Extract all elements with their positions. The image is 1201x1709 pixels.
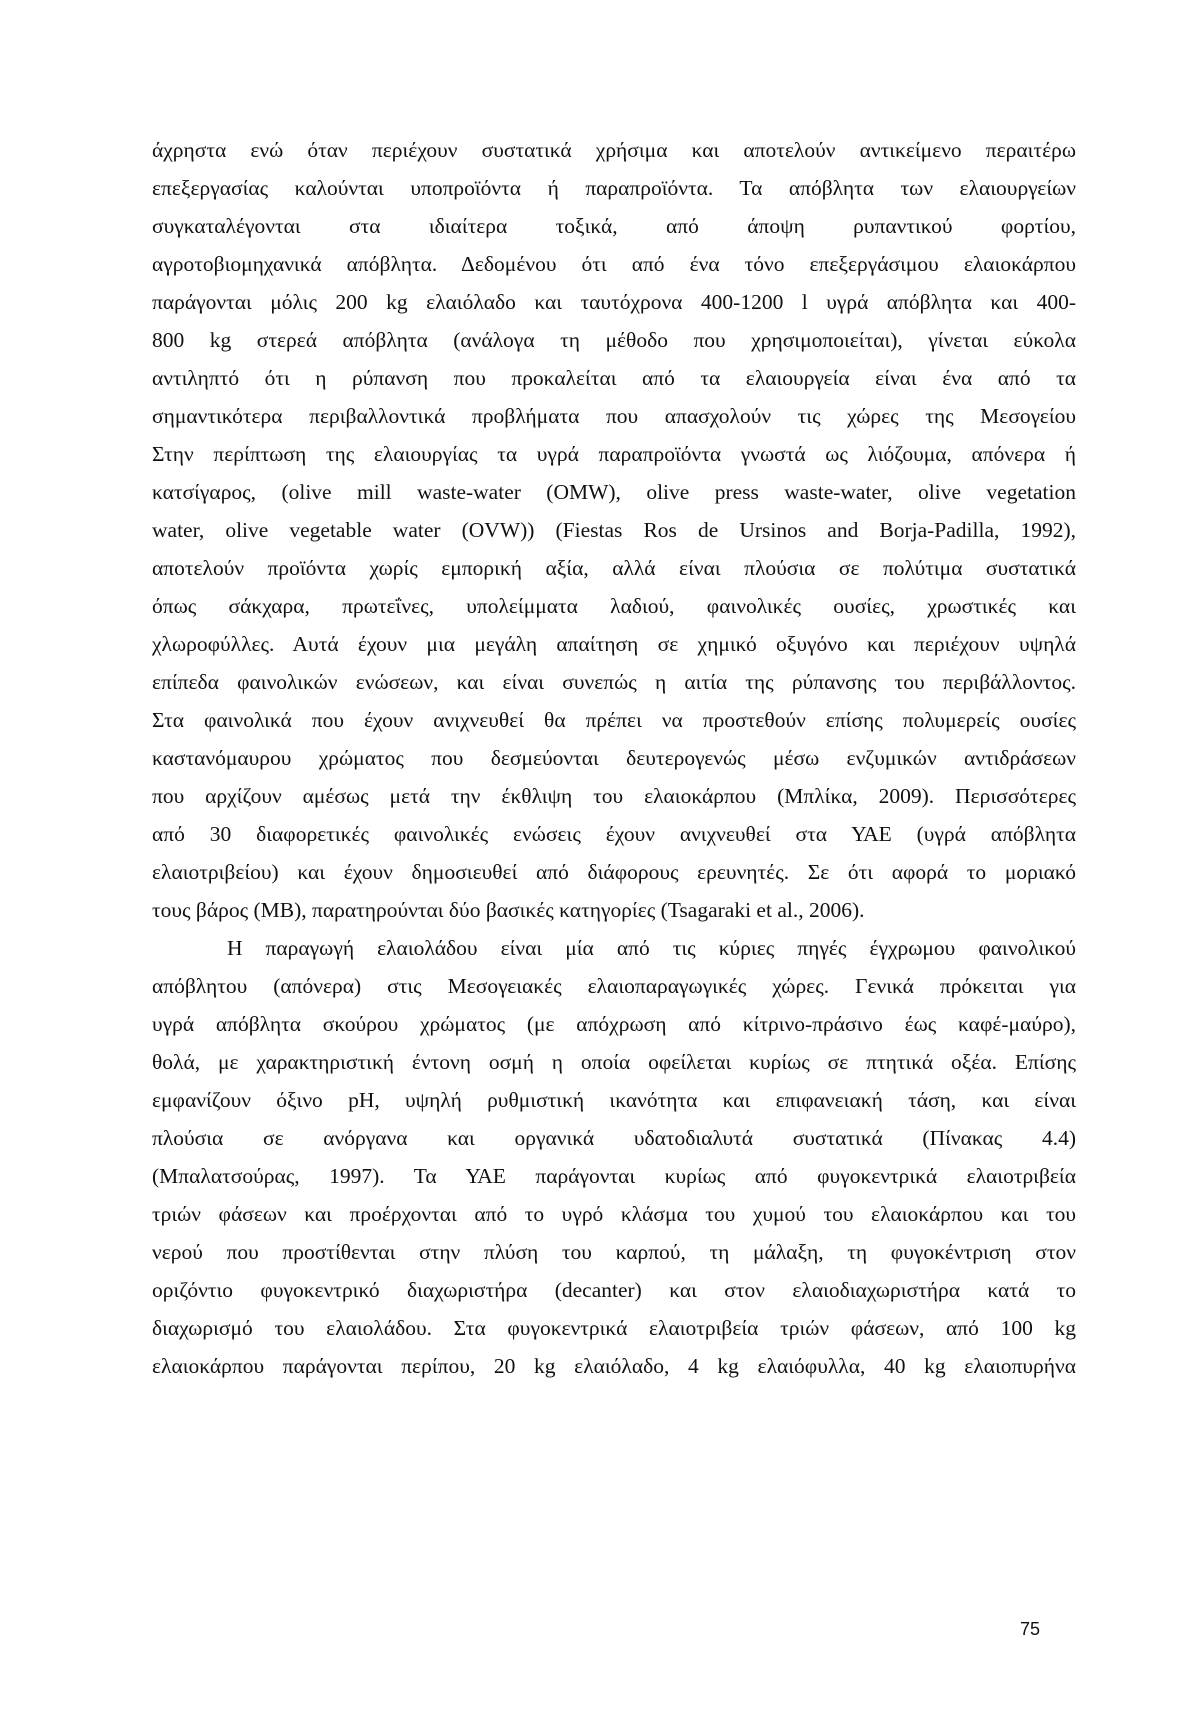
text-line: θολά, με χαρακτηριστική έντονη οσμή η οποία οφείλεται κυρίως σε πτητικά οξέα. Επίσης [152,1050,1076,1074]
text-line: Στα φαινολικά που έχουν ανιχνευθεί θα πρέπει να προστεθούν επίσης πολυμερείς ουσίες [152,708,1076,732]
text-line: νερού που προστίθενται στην πλύση του καρπού, τη μάλαξη, τη φυγοκέντριση στον [152,1240,1076,1264]
text-line: υγρά απόβλητα σκούρου χρώματος (με απόχρωση από κίτρινο-πράσινο έως καφέ-μαύρο), [152,1012,1076,1036]
text-line: τους βάρος (ΜΒ), παρατηρούνται δύο βασικές κατηγορίες (Tsagaraki et al., 2006). [152,898,865,922]
text-line: απόβλητου (απόνερα) στις Μεσογειακές ελαιοπαραγωγικές χώρες. Γενικά πρόκειται για [152,974,1076,998]
text-line: άχρηστα ενώ όταν περιέχουν συστατικά χρήσιμα και αποτελούν αντικείμενο περαιτέρω [152,138,1076,162]
text-line: που αρχίζουν αμέσως μετά την έκθλιψη του ελαιοκάρπου (Μπλίκα, 2009). Περισσότερες [152,784,1076,808]
text-line: οριζόντιο φυγοκεντρικό διαχωριστήρα (decanter) και στον ελαιοδιαχωριστήρα κατά το [152,1278,1076,1302]
text-line: καστανόμαυρου χρώματος που δεσμεύονται δευτερογενώς μέσω ενζυμικών αντιδράσεων [152,746,1076,770]
page-number: 75 [1019,1619,1040,1639]
text-line: ελαιοκάρπου παράγονται περίπου, 20 kg ελαιόλαδο, 4 kg ελαιόφυλλα, 40 kg ελαιοπυρήνα [152,1354,1076,1378]
text-line: ελαιοτριβείου) και έχουν δημοσιευθεί από διάφορους ερευνητές. Σε ότι αφορά το μοριακό [152,860,1076,884]
text-line: (Μπαλατσούρας, 1997). Τα ΥΑΕ παράγονται κυρίως από φυγοκεντρικά ελαιοτριβεία [152,1164,1076,1188]
text-line: αποτελούν προϊόντα χωρίς εμπορική αξία, αλλά είναι πλούσια σε πολύτιμα συστατικά [152,556,1076,580]
text-line: αγροτοβιομηχανικά απόβλητα. Δεδομένου ότι από ένα τόνο επεξεργάσιμου ελαιοκάρπου [152,252,1076,276]
text-line: αντιληπτό ότι η ρύπανση που προκαλείται από τα ελαιουργεία είναι ένα από τα [152,366,1076,390]
text-line: επίπεδα φαινολικών ενώσεων, και είναι συνεπώς η αιτία της ρύπανσης του περιβάλλοντος. [152,670,1076,694]
text-line: συγκαταλέγονται στα ιδιαίτερα τοξικά, από άποψη ρυπαντικού φορτίου, [152,214,1076,238]
text-line: σημαντικότερα περιβαλλοντικά προβλήματα που απασχολούν τις χώρες της Μεσογείου [152,404,1076,428]
text-line: διαχωρισμό του ελαιολάδου. Στα φυγοκεντρικά ελαιοτριβεία τριών φάσεων, από 100 kg [152,1316,1076,1340]
text-line: παράγονται μόλις 200 kg ελαιόλαδο και ταυτόχρονα 400-1200 l υγρά απόβλητα και 400- [152,290,1076,314]
text-line: water, olive vegetable water (OVW)) (Fiestas Ros de Ursinos and Borja-Padilla, 1992), [152,518,1076,542]
text-line: πλούσια σε ανόργανα και οργανικά υδατοδιαλυτά συστατικά (Πίνακας 4.4) [152,1126,1076,1150]
text-line: Η παραγωγή ελαιολάδου είναι μία από τις κύριες πηγές έγχρωμου φαινολικού [227,936,1076,960]
text-line: κατσίγαρος, (olive mill waste-water (OMW), olive press waste-water, olive vegetation [152,480,1076,504]
text-line: χλωροφύλλες. Αυτά έχουν μια μεγάλη απαίτηση σε χημικό οξυγόνο και περιέχουν υψηλά [152,632,1076,656]
text-line: από 30 διαφορετικές φαινολικές ενώσεις έχουν ανιχνευθεί στα ΥΑΕ (υγρά απόβλητα [152,822,1076,846]
text-line: τριών φάσεων και προέρχονται από το υγρό κλάσμα του χυμού του ελαιοκάρπου και του [152,1202,1076,1226]
text-line: 800 kg στερεά απόβλητα (ανάλογα τη μέθοδο που χρησιμοποιείται), γίνεται εύκολα [152,328,1076,352]
text-line: όπως σάκχαρα, πρωτεΐνες, υπολείμματα λαδιού, φαινολικές ουσίες, χρωστικές και [152,594,1076,618]
text-line: Στην περίπτωση της ελαιουργίας τα υγρά παραπροϊόντα γνωστά ως λιόζουμα, απόνερα ή [152,442,1076,466]
text-line: εμφανίζουν όξινο pH, υψηλή ρυθμιστική ικανότητα και επιφανειακή τάση, και είναι [152,1088,1076,1112]
text-line: επεξεργασίας καλούνται υποπροϊόντα ή παραπροϊόντα. Τα απόβλητα των ελαιουργείων [152,176,1076,200]
